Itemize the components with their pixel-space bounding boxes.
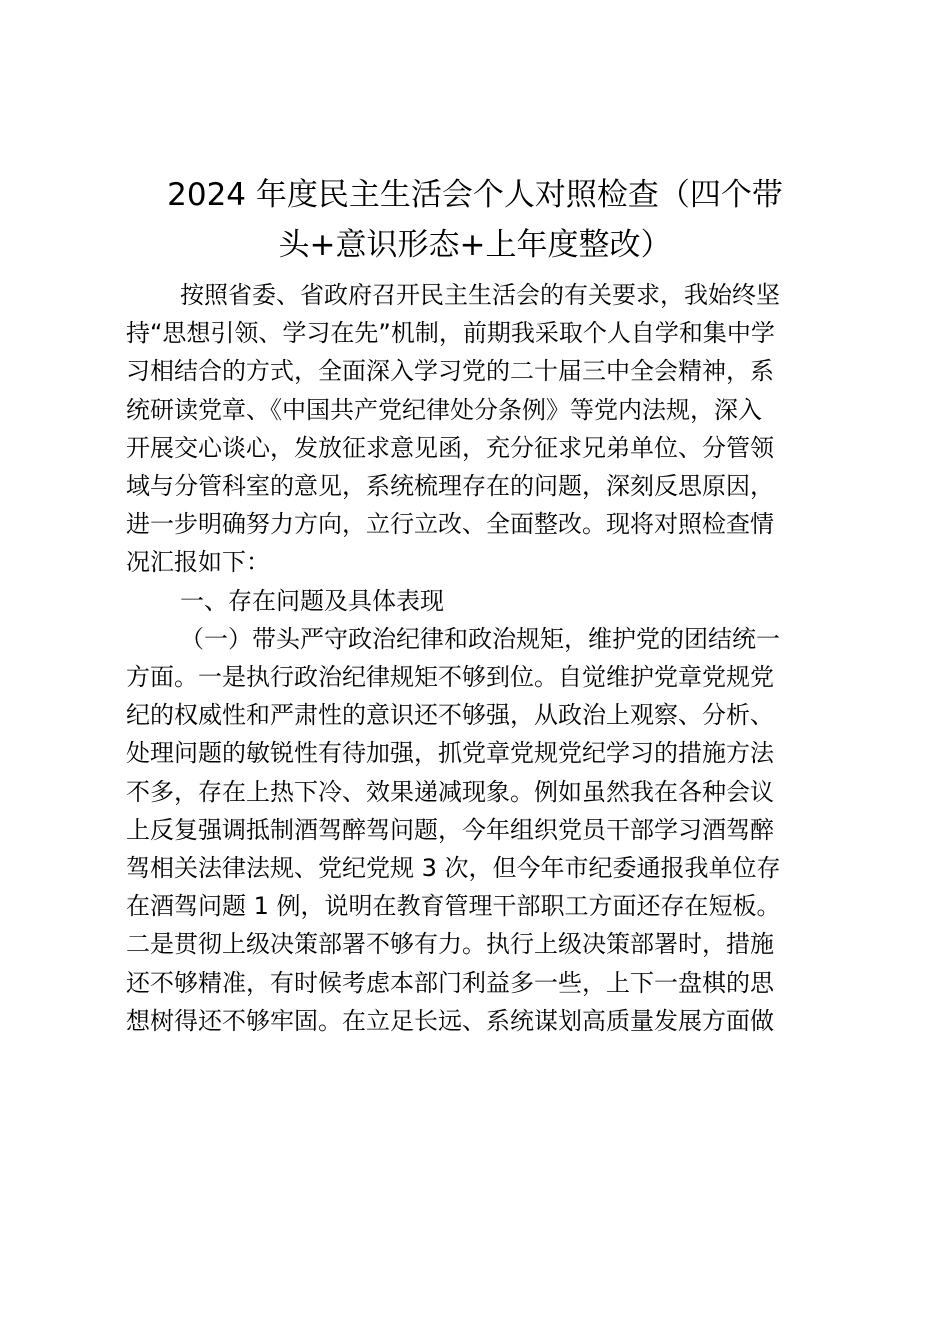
paragraph-line: 在酒驾问题 1 例，说明在教育管理干部职工方面还存在短板。 [126,892,781,921]
section-heading: 一、存在问题及具体表现 [180,586,444,615]
title-line: 头+意识形态+上年度整改） [278,227,672,263]
paragraph-line: 统研读党章、《中国共产党纪律处分条例》等党内法规，深入 [126,395,762,424]
paragraph-line: 处理问题的敏锐性有待加强，抓党章党规党纪学习的措施方法 [126,739,774,768]
paragraph-line: 方面。一是执行政治纪律规矩不够到位。自觉维护党章党规党 [126,663,774,692]
paragraph-line: 纪的权威性和严肃性的意识还不够强，从政治上观察、分析、 [126,701,774,730]
document-title [120,170,830,270]
paragraph-line: 持“思想引领、学习在先”机制，前期我采取个人自学和集中学 [126,319,775,348]
paragraph-line: 按照省委、省政府召开民主生活会的有关要求，我始终坚 [180,281,780,309]
paragraph-line: 开展交心谈心，发放征求意见函，充分征求兄弟单位、分管领 [126,433,774,462]
paragraph-line: 想树得还不够牢固。在立足长远、系统谋划高质量发展方面做 [126,1006,774,1035]
paragraph-line: 还不够精准，有时候考虑本部门利益多一些，上下一盘棋的思 [126,968,774,997]
paragraph-line: 驾相关法律法规、党纪党规 3 次，但今年市纪委通报我单位存 [126,854,781,883]
title-line: 2024 年度民主生活会个人对照检查（四个带 [167,177,783,213]
paragraph-line: 上反复强调抵制酒驾醉驾问题，今年组织党员干部学习酒驾醉 [126,815,774,844]
paragraph-line: 域与分管科室的意见，系统梳理存在的问题，深刻反思原因， [126,472,774,501]
paragraph-line: 二是贯彻上级决策部署不够有力。执行上级决策部署时，措施 [126,930,774,959]
paragraph-line: 进一步明确努力方向，立行立改、全面整改。现将对照检查情 [126,510,774,539]
paragraph-line: 习相结合的方式，全面深入学习党的二十届三中全会精神，系 [126,357,774,386]
paragraph-line: 况汇报如下： [126,548,270,577]
paragraph-line: （一）带头严守政治纪律和政治规矩，维护党的团结统一 [180,624,780,653]
document-body [126,276,826,1040]
paragraph-line: 不多，存在上热下冷、效果递减现象。例如虽然我在各种会议 [126,777,774,806]
